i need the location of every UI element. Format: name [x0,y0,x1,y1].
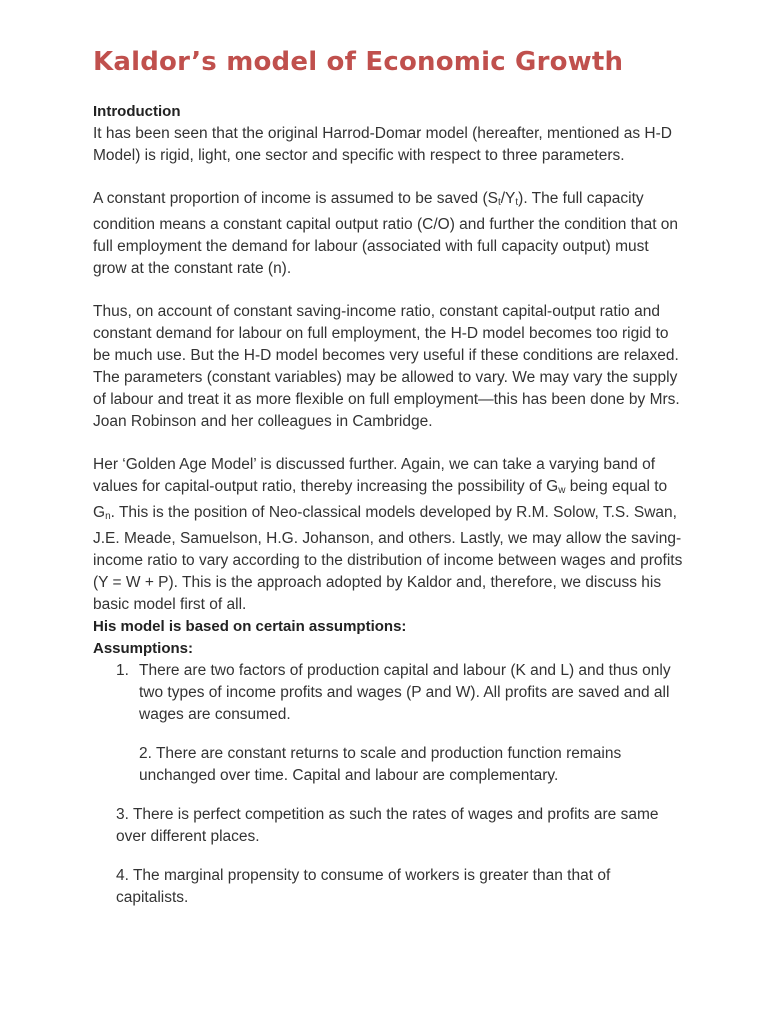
introduction-heading: Introduction [93,103,181,120]
list-item: 3. There is perfect competition as such the rates of wages and profits are same over different places. [116,806,659,845]
subscript: w [558,485,566,496]
paragraph-2-text-c: ). The full capacity condition means a constant capital output ratio (C/O) and further the condition that on full employment the demand for labour (associated with full capacity output) must grow at the constant rate (n). [93,190,679,277]
list-item-text: There are two factors of production capital and labour (K and L) and thus only two types of income profits and wages (P and W). All profits are saved and all wages are consumed. [139,662,671,723]
paragraph-3: Thus, on account of constant saving-income ratio, constant capital-output ratio and constant demand for labour on full employment, the H-D model becomes too rigid to be much use. But the H-D model becomes very useful if these conditions are relaxed. The parameters (constant variables) may be allowed to vary. We may vary the supply of labour and treat it as more flexible on full employment—this has been done by Mrs. Joan Robinson and her colleagues in Cambridge. [93,303,680,430]
model-basis-heading: His model is based on certain assumptions: [93,618,407,635]
assumptions-heading: Assumptions: [93,640,194,657]
paragraph-4-text-c: . This is the position of Neo-classical models developed by R.M. Solow, T.S. Swan, J.E. Meade, Samuelson, H.G. Johanson, and others. Lastly, we may allow the saving-income ratio to vary according to the distribution of income between wages and profits (Y = W + P). This is the approach adopted by Kaldor and, therefore, we discuss his basic model first of all. [93,504,683,613]
list-item: 2. There are constant returns to scale and production function remains unchanged over time. Capital and labour are complementary. [139,745,622,784]
subscript: t [515,197,519,208]
list-item [93,660,679,726]
paragraph-4-text-b: being equal to G [93,478,668,521]
list-item: 4. The marginal propensity to consume of workers is greater than that of capitalists. [116,867,611,906]
document-page [93,42,693,926]
document-title: Kaldor’s model of Economic Growth [93,47,624,77]
assumptions-list [93,660,693,909]
paragraph-4 [93,454,683,616]
subscript: t [497,197,501,208]
paragraph-2-text-b: /Y [500,190,516,207]
paragraph-4-text-a: Her ‘Golden Age Model’ is discussed further. Again, we can take a varying band of values for capital-output ratio, thereby increasing the possibility of G [93,456,656,495]
paragraph-2-text-a: A constant proportion of income is assumed to be saved (S [93,190,498,207]
list-item-number: 1. [116,662,129,679]
paragraph-2 [93,188,683,280]
subscript: n [105,511,111,522]
paragraph-1: It has been seen that the original Harrod-Domar model (hereafter, mentioned as H-D Model) is rigid, light, one sector and specific with respect to three parameters. [93,125,672,164]
